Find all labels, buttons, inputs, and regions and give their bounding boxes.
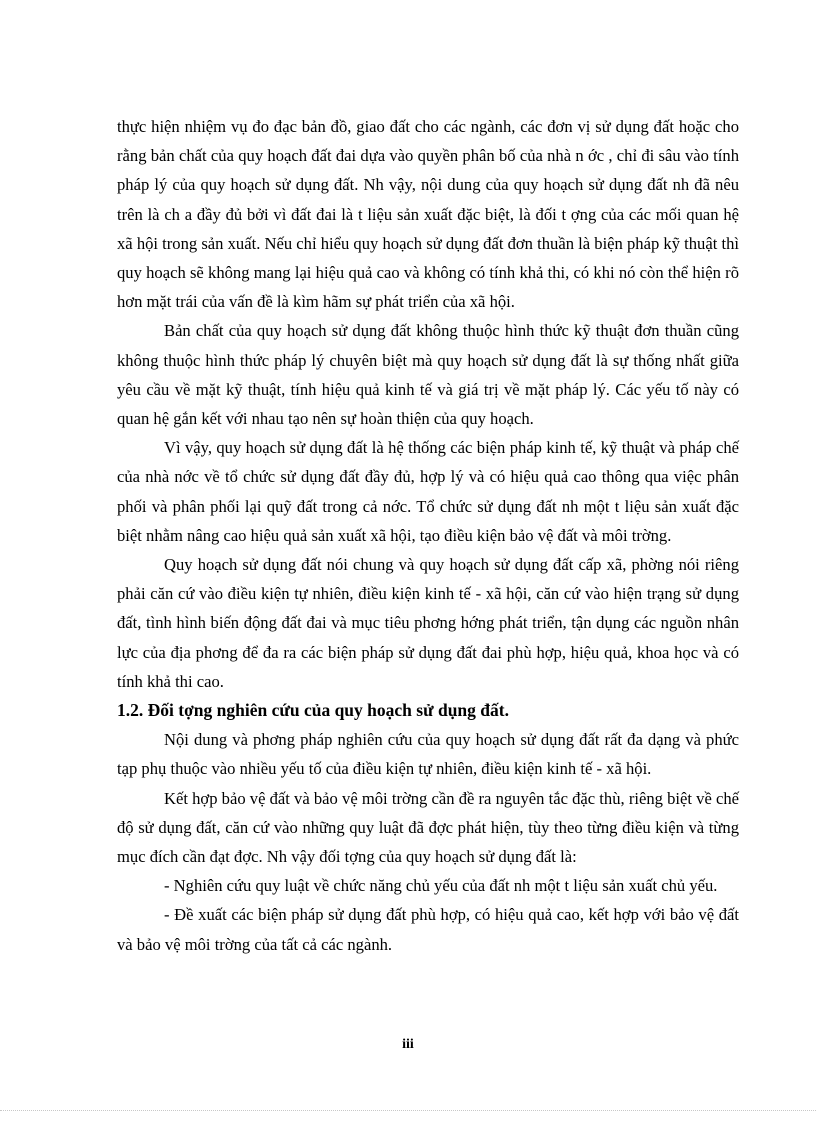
paragraph: Kết hợp bảo vệ đất và bảo vệ môi trờng cần đề ra nguyên tắc đặc thù, riêng biệt về chế độ sử dụng đất, căn cứ vào những quy luật đã đợc phát hiện, tùy theo từng điều kiện và từng mục đích cần đạt đợc. Nh vậy đối tợng của quy hoạch sử dụng đất là: [117,788,739,867]
list-item: - Đề xuất các biện pháp sử dụng đất phù hợp, có hiệu quả cao, kết hợp với bảo vệ đất và bảo vệ môi trờng của tất cả các ngành. [117,905,739,954]
list-item: - Nghiên cứu quy luật về chức năng chủ yếu của đất nh một t liệu sản xuất chủ yếu. [164,876,718,896]
page-body [117,112,739,959]
paragraph: thực hiện nhiệm vụ đo đạc bản đồ, giao đất cho các ngành, các đơn vị sử dụng đất hoặc cho rằng bản chất của quy hoạch đất đai dựa vào quyền phân bố của nhà n ớc , chỉ đi sâu vào tính pháp lý của quy hoạch sử dụng đất. Nh vậy, nội dung của quy hoạch sử dụng đất nh đã nêu trên là ch a đầy đủ bởi vì đất đai là t liệu sản xuất đặc biệt, là đối t ợng của các mối quan hệ xã hội trong sản xuất. Nếu chỉ hiểu quy hoạch sử dụng đất đơn thuần là biện pháp kỹ thuật thì quy hoạch sẽ không mang lại hiệu quả cao và không có tính khả thi, có khi nó còn thể hiện rõ hơn mặt trái của vấn đề là kìm hãm sự phát triển của xã hội. [117,117,739,312]
page-bottom-border [0,1110,816,1111]
paragraph: Quy hoạch sử dụng đất nói chung và quy hoạch sử dụng đất cấp xã, phờng nói riêng phải căn cứ vào điều kiện tự nhiên, điều kiện kinh tế - xã hội, căn cứ vào hiện trạng sử dụng đất, tình hình biến động đất đai và mục tiêu phơng hớng phát triển, tận dụng các nguồn nhân lực của địa phơng để đa ra các biện pháp sử dụng đất đai phù hợp, hiệu quả, khoa học và có tính khả thi cao. [117,555,739,691]
section-heading: 1.2. Đối tợng nghiên cứu của quy hoạch sử dụng đất. [117,700,509,721]
paragraph: Vì vậy, quy hoạch sử dụng đất là hệ thống các biện pháp kinh tế, kỹ thuật và pháp chế của nhà nớc về tổ chức sử dụng đất đầy đủ, hợp lý và có hiệu quả cao thông qua việc phân phối và phân phối lại quỹ đất trong cả nớc. Tổ chức sử dụng đất nh một t liệu sản xuất đặc biệt nhằm nâng cao hiệu quả sản xuất xã hội, tạo điều kiện bảo vệ đất và môi trờng. [117,438,739,545]
page-number: iii [402,1037,414,1052]
paragraph: Bản chất của quy hoạch sử dụng đất không thuộc hình thức kỹ thuật đơn thuần cũng không thuộc hình thức pháp lý chuyên biệt mà quy hoạch sử dụng đất là sự thống nhất giữa yêu cầu về mặt kỹ thuật, tính hiệu quả kinh tế và giá trị về mặt pháp lý. Các yếu tố này có quan hệ gắn kết với nhau tạo nên sự hoàn thiện của quy hoạch. [117,321,739,429]
paragraph: Nội dung và phơng pháp nghiên cứu của quy hoạch sử dụng đất rất đa dạng và phức tạp phụ thuộc vào nhiều yếu tố của điều kiện tự nhiên, điều kiện kinh tế - xã hội. [117,730,739,779]
